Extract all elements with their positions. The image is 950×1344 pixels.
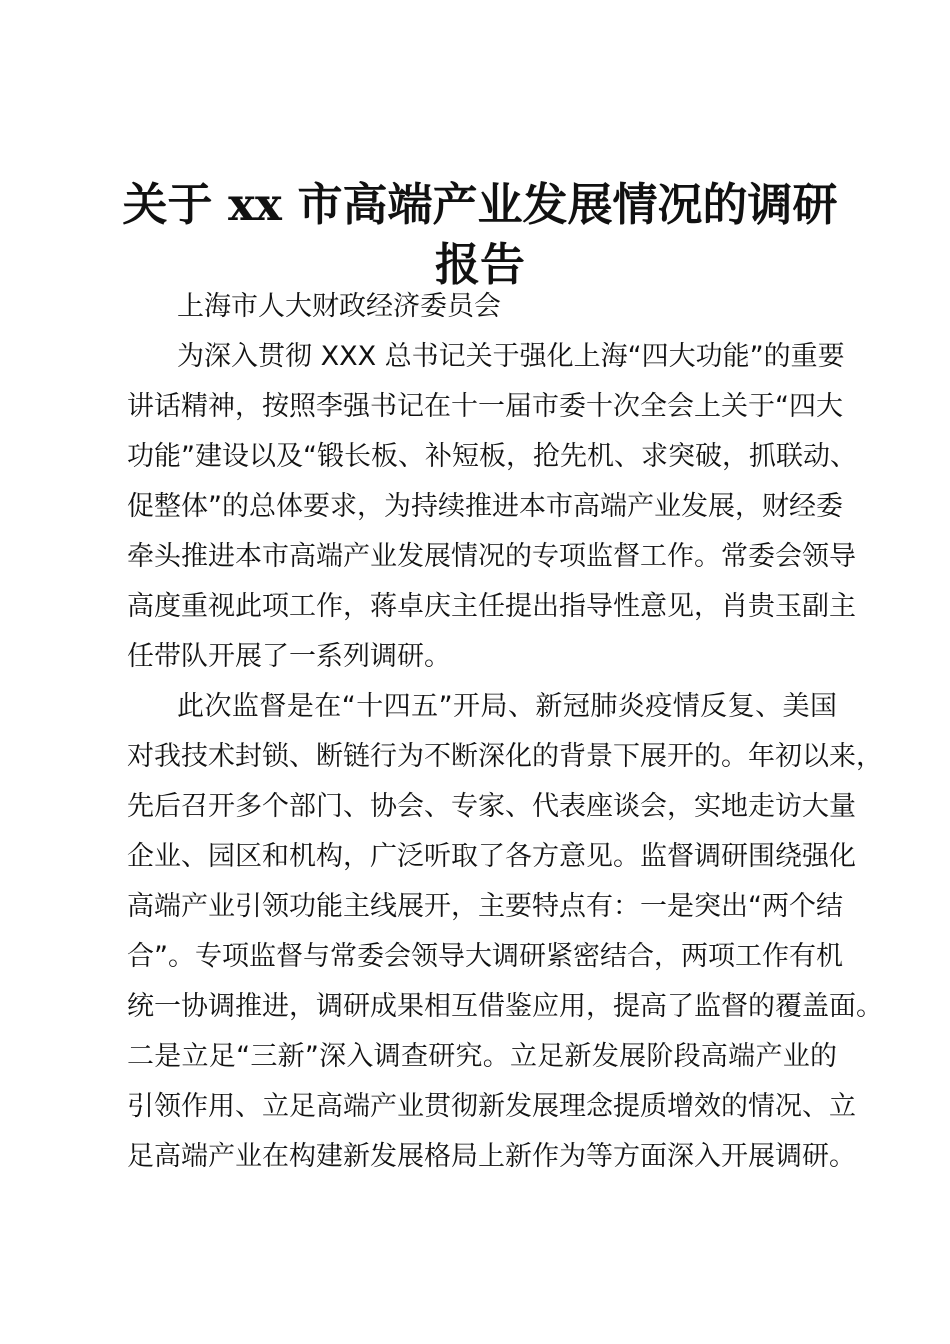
paragraph-1-line-6: 高度重视此项工作，蒋卓庆主任提出指导性意见，肖贵玉副主 (127, 591, 856, 622)
paragraph-2-line-7: 统一协调推进，调研成果相互借鉴应用，提高了监督的覆盖面。 (127, 991, 883, 1022)
paragraph-2-line-3: 先后召开多个部门、协会、专家、代表座谈会，实地走访大量 (127, 791, 856, 822)
paragraph-1-line-3: 功能”建设以及“锻长板、补短板，抢先机、求突破，抓联动、 (127, 441, 857, 472)
paragraph-2-line-1: 此次监督是在“十四五”开局、新冠肺炎疫情反复、美国 (177, 691, 837, 722)
paragraph-2-line-8: 二是立足“三新”深入调查研究。立足新发展阶段高端产业的 (127, 1041, 837, 1072)
paragraph-1-line-7: 任带队开展了一系列调研。 (127, 641, 451, 672)
document-author: 上海市人大财政经济委员会 (177, 291, 501, 322)
paragraph-2-line-2: 对我技术封锁、断链行为不断深化的背景下展开的。年初以来， (127, 741, 883, 772)
paragraph-2-line-4: 企业、园区和机构，广泛听取了各方意见。监督调研围绕强化 (127, 841, 856, 872)
paragraph-2-line-10: 足高端产业在构建新发展格局上新作为等方面深入开展调研。 (127, 1141, 856, 1172)
paragraph-2-line-9: 引领作用、立足高端产业贯彻新发展理念提质增效的情况、立 (127, 1091, 856, 1122)
paragraph-1-line-2: 讲话精神，按照李强书记在十一届市委十次全会上关于“四大 (127, 391, 843, 422)
paragraph-1-line-1: 为深入贯彻 XXX 总书记关于强化上海“四大功能”的重要 (177, 341, 845, 372)
paragraph-2-line-5: 高端产业引领功能主线展开，主要特点有：一是突出“两个结 (127, 891, 843, 922)
paragraph-1-line-5: 牵头推进本市高端产业发展情况的专项监督工作。常委会领导 (127, 541, 856, 572)
paragraph-1-line-4: 促整体”的总体要求，为持续推进本市高端产业发展，财经委 (127, 491, 843, 522)
paragraph-2-line-6: 合”。专项监督与常委会领导大调研紧密结合，两项工作有机 (127, 941, 843, 972)
document-title: 关于 xx 市高端产业发展情况的调研报告 (122, 178, 838, 291)
